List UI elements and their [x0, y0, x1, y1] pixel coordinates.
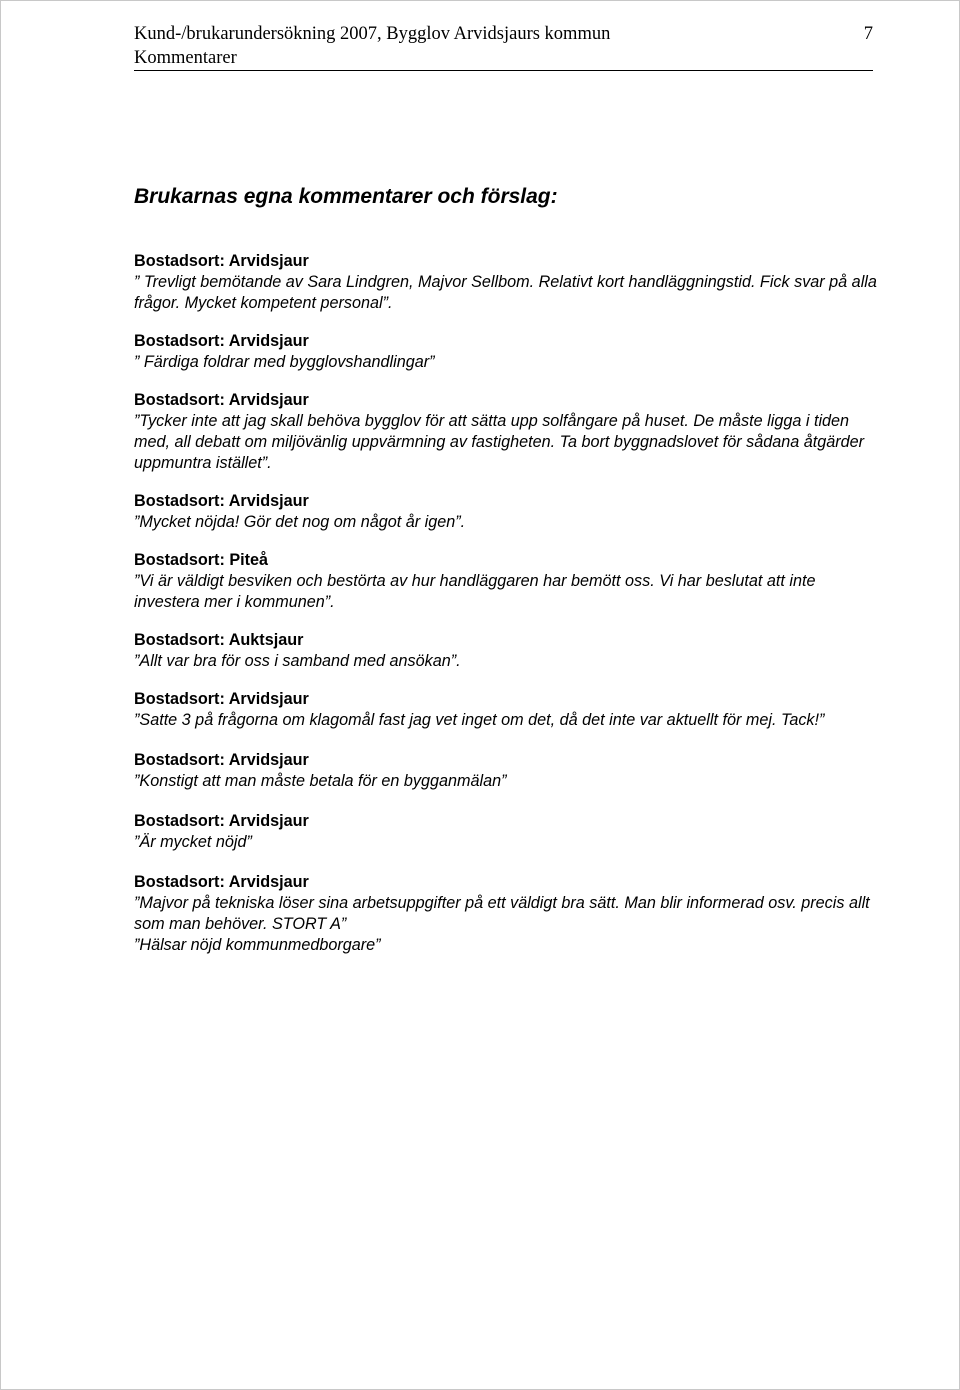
comment-text: ”Mycket nöjda! Gör det nog om något år igen”.	[134, 513, 466, 531]
comment-entry	[134, 330, 879, 373]
comment-entry	[134, 490, 879, 533]
comment-entry	[134, 629, 879, 672]
comment-location: Bostadsort: Arvidsjaur	[134, 873, 309, 891]
comment-location: Bostadsort: Arvidsjaur	[134, 332, 309, 350]
comment-location: Bostadsort: Auktsjaur	[134, 631, 304, 649]
comment-location: Bostadsort: Arvidsjaur	[134, 492, 309, 510]
comment-location: Bostadsort: Arvidsjaur	[134, 690, 309, 708]
comment-entry	[134, 688, 879, 731]
comment-text: ”Allt var bra för oss i samband med ansökan”.	[134, 652, 461, 670]
comment-location: Bostadsort: Arvidsjaur	[134, 391, 309, 409]
comment-location: Bostadsort: Arvidsjaur	[134, 751, 309, 769]
comment-entry	[134, 549, 879, 613]
comment-text: ”Satte 3 på frågorna om klagomål fast jag vet inget om det, då det inte var aktuellt för mej. Tack!”	[134, 711, 825, 729]
page-header	[134, 22, 873, 71]
comment-text: ”Är mycket nöjd”	[134, 833, 252, 851]
comment-text: ”Tycker inte att jag skall behöva bygglov för att sätta upp solfångare på huset. De måste ligga i tiden med, all debatt om miljövänlig uppvärmning av fastigheten. Ta bort byggnadslovet för sådana åtgärder uppmuntra istället”.	[134, 412, 865, 472]
section-title: Brukarnas egna kommentarer och förslag:	[134, 185, 558, 208]
header-title: Kund-/brukarundersökning 2007, Bygglov Arvidsjaurs kommun	[134, 24, 611, 44]
comment-text: ”Majvor på tekniska löser sina arbetsuppgifter på ett väldigt bra sätt. Man blir informerad osv. precis allt som man behöver. STORT A” ”Hälsar nöjd kommunmedborgare”	[134, 894, 870, 954]
page-number: 7	[863, 24, 873, 44]
comment-text: ” Trevligt bemötande av Sara Lindgren, Majvor Sellbom. Relativt kort handläggningstid. Fick svar på alla frågor. Mycket kompetent personal”.	[134, 273, 877, 312]
comment-location: Bostadsort: Piteå	[134, 551, 269, 569]
comment-location: Bostadsort: Arvidsjaur	[134, 812, 309, 830]
comments-list	[134, 250, 879, 956]
comment-entry	[134, 749, 879, 792]
comment-location: Bostadsort: Arvidsjaur	[134, 252, 309, 270]
header-subtitle: Kommentarer	[134, 46, 873, 71]
comment-entry	[134, 250, 879, 314]
comment-text: ” Färdiga foldrar med bygglovshandlingar”	[134, 353, 435, 371]
comment-entry	[134, 810, 879, 853]
comment-entry	[134, 871, 879, 956]
header-top-row	[134, 22, 873, 46]
comment-entry	[134, 389, 879, 474]
comment-text: ”Vi är väldigt besviken och bestörta av hur handläggaren har bemött oss. Vi har beslutat att inte investera mer i kommunen”.	[134, 572, 816, 611]
comment-text: ”Konstigt att man måste betala för en bygganmälan”	[134, 772, 507, 790]
